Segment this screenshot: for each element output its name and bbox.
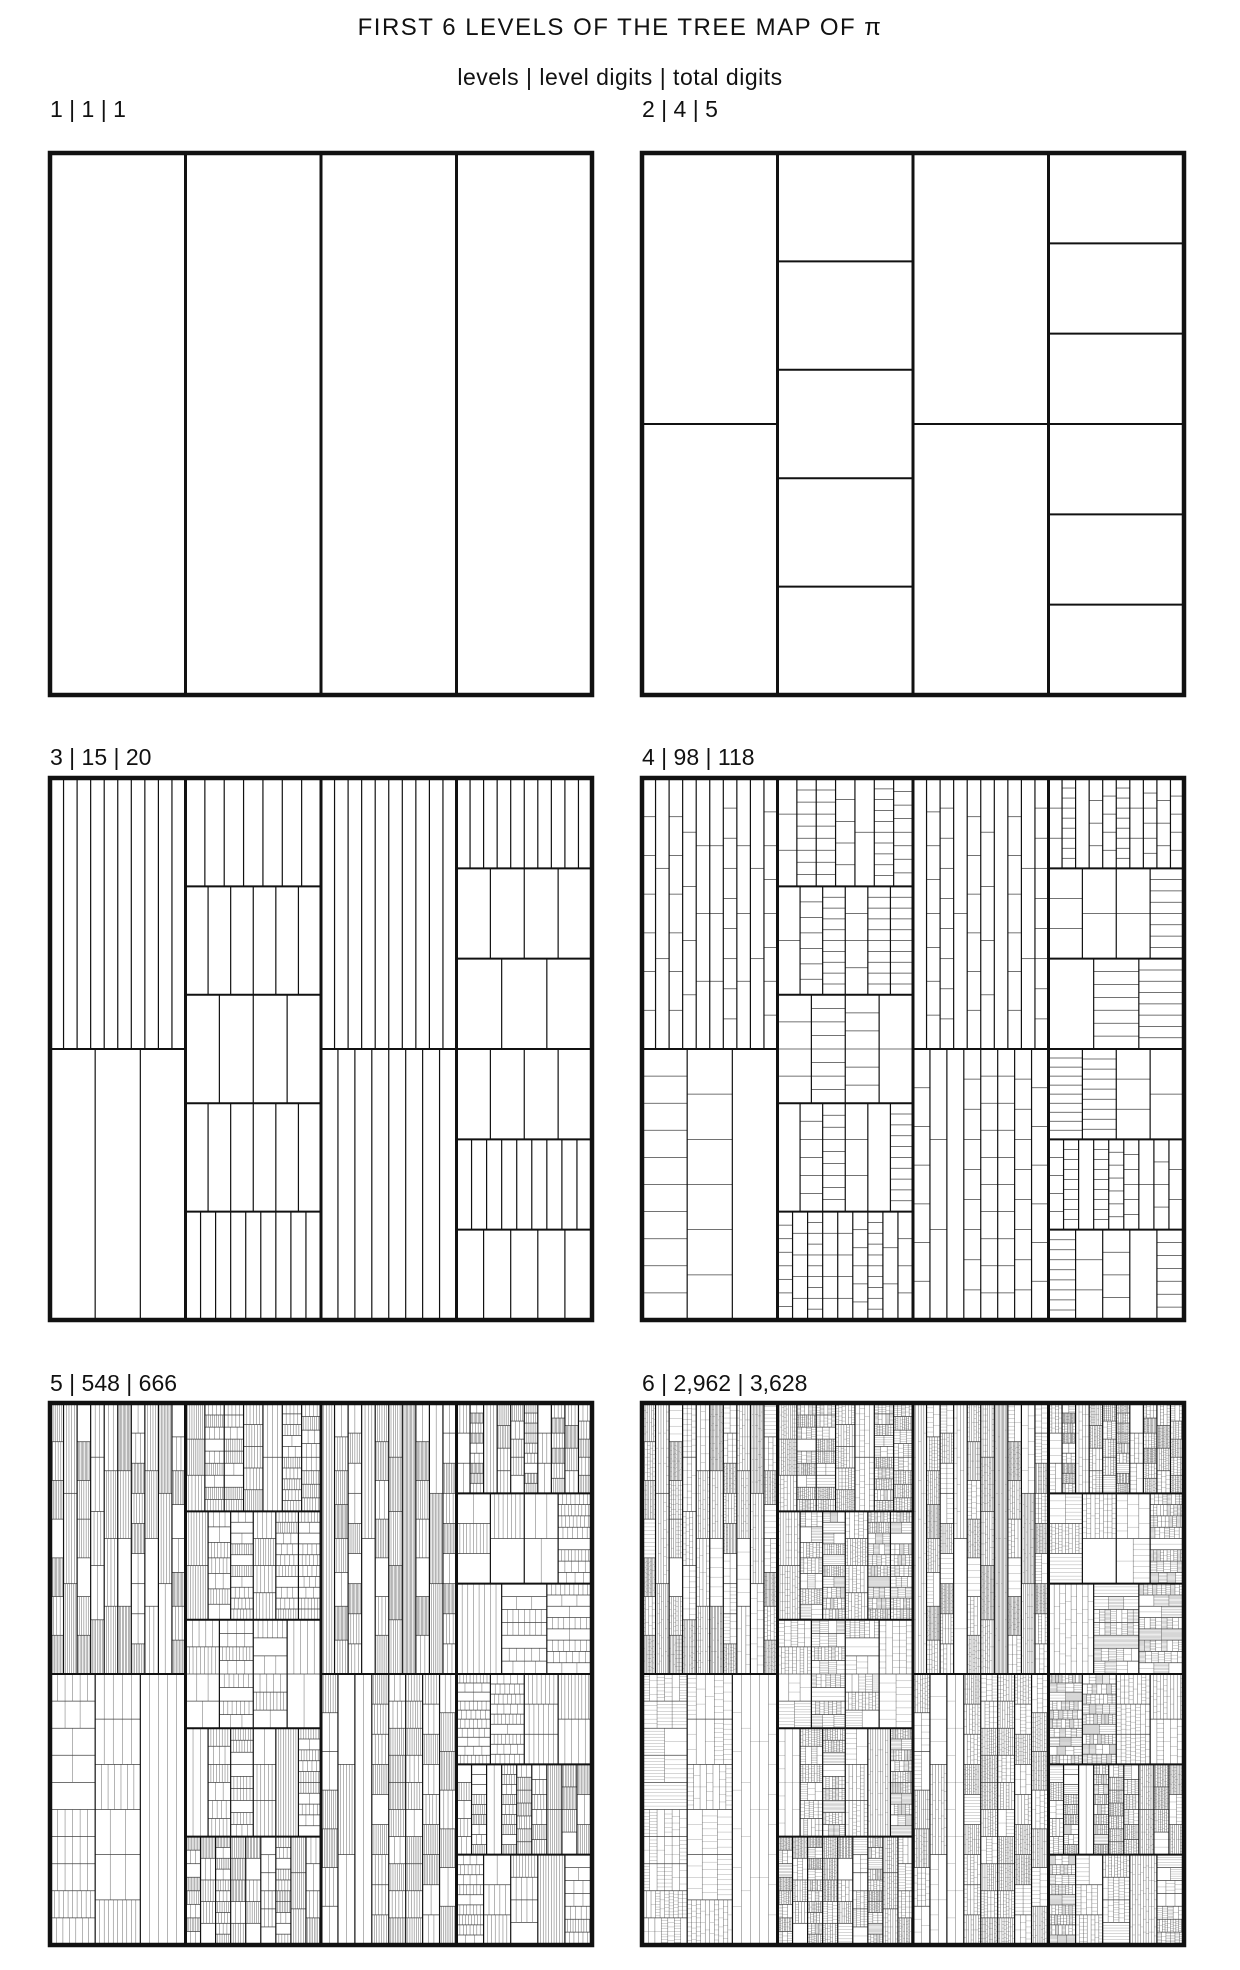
- treemap-panel-level-6: [642, 1403, 1184, 1945]
- treemap-panel-level-2: [642, 153, 1184, 695]
- treemap-panel-level-5: [50, 1403, 592, 1945]
- treemap-panel-level-3: [50, 778, 592, 1320]
- panel-label-level-2: 2 | 4 | 5: [642, 96, 718, 122]
- treemap-panel-level-1: [50, 153, 592, 695]
- panel-label-level-6: 6 | 2,962 | 3,628: [642, 1370, 808, 1396]
- legend-subtitle: levels | level digits | total digits: [457, 64, 783, 90]
- panel-label-level-3: 3 | 15 | 20: [50, 744, 152, 770]
- treemap-panel-level-4: [642, 778, 1184, 1320]
- panel-label-level-4: 4 | 98 | 118: [642, 744, 755, 770]
- page-title: FIRST 6 LEVELS OF THE TREE MAP OF π: [357, 14, 883, 41]
- panel-label-level-5: 5 | 548 | 666: [50, 1370, 178, 1396]
- panel-label-level-1: 1 | 1 | 1: [50, 96, 126, 122]
